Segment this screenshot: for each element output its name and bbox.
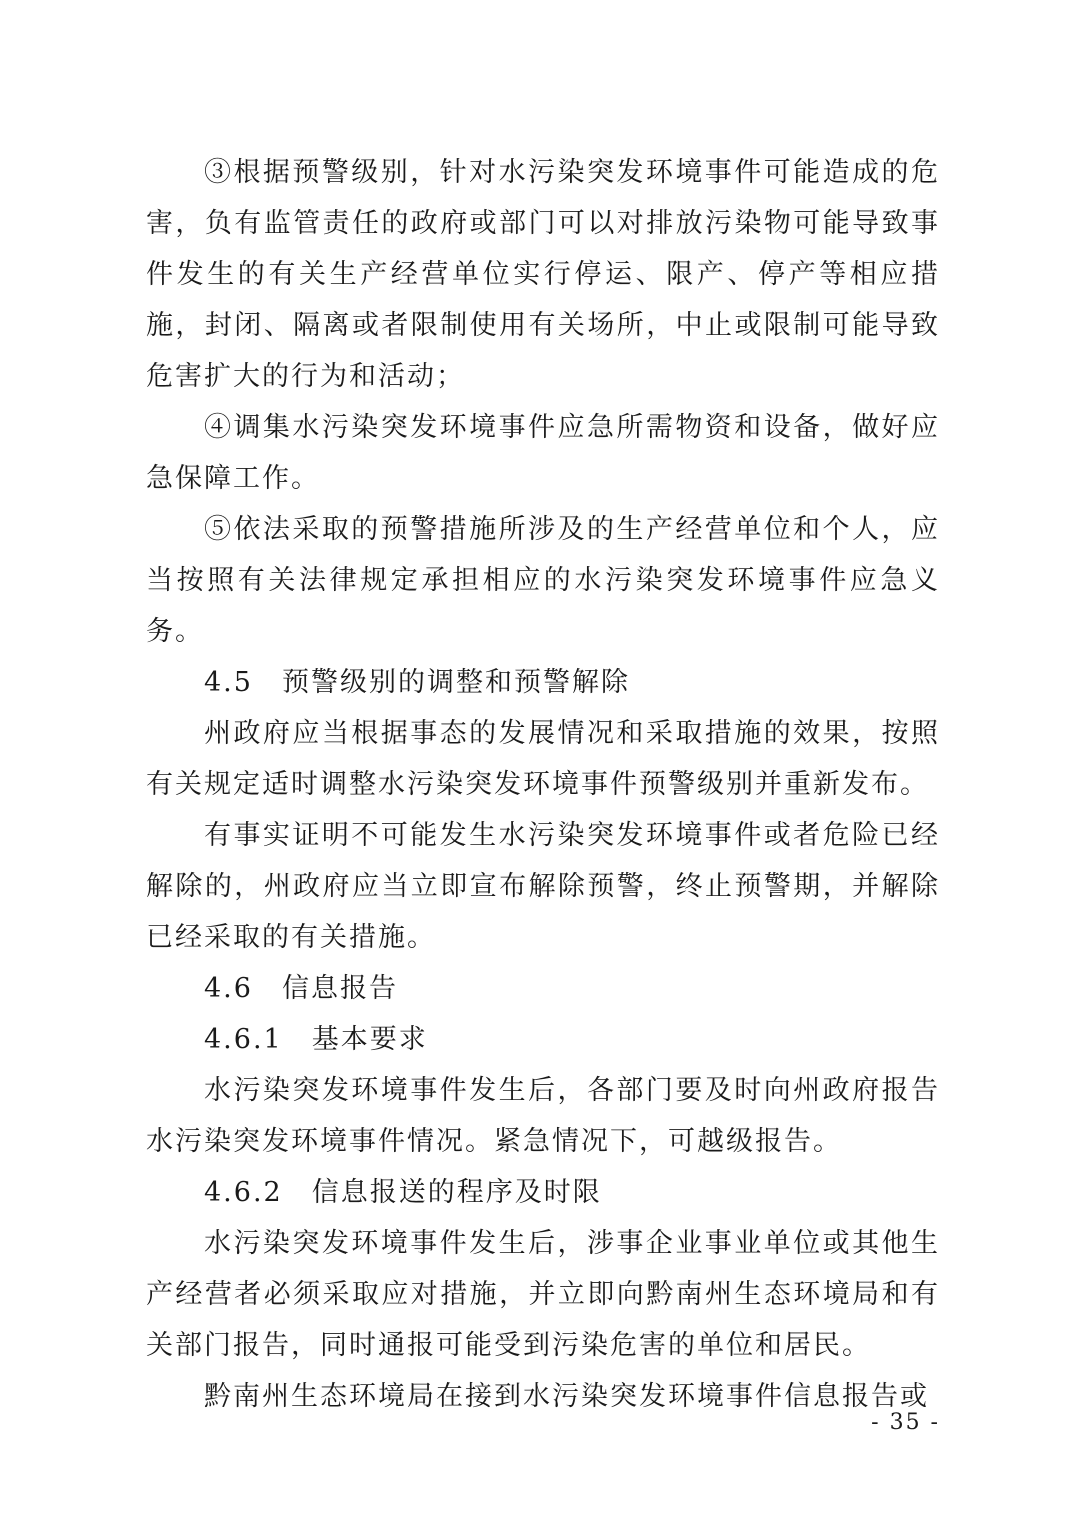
section-heading-4-6: 4.6 信息报告 [204,973,398,1004]
body-text [146,147,940,1422]
paragraph-basic-requirements: 水污染突发环境事件发生后，各部门要及时向州政府报告水污染突发环境事件情况。紧急情况下，可越级报告。 [146,1075,940,1157]
paragraph-adjust-warning: 州政府应当根据事态的发展情况和采取措施的效果，按照有关规定适时调整水污染突发环境事件预警级别并重新发布。 [146,718,940,800]
paragraph-lift-warning: 有事实证明不可能发生水污染突发环境事件或者危险已经解除的，州政府应当立即宣布解除预警，终止预警期，并解除已经采取的有关措施。 [146,820,940,953]
section-heading-4-5: 4.5 预警级别的调整和预警解除 [204,667,630,698]
section-heading-4-6-2: 4.6.2 信息报送的程序及时限 [204,1177,602,1208]
paragraph-measure-3: ③根据预警级别，针对水污染突发环境事件可能造成的危害，负有监管责任的政府或部门可以对排放污染物可能导致事件发生的有关生产经营单位实行停运、限产、停产等相应措施，封闭、隔离或者限制使用有关场所，中止或限制可能导致危害扩大的行为和活动； [146,157,940,392]
paragraph-reporting-procedure: 水污染突发环境事件发生后，涉事企业事业单位或其他生产经营者必须采取应对措施，并立即向黔南州生态环境局和有关部门报告，同时通报可能受到污染危害的单位和居民。 [146,1228,940,1361]
paragraph-bureau-report: 黔南州生态环境局在接到水污染突发环境事件信息报告或 [204,1381,929,1412]
page-number: - 35 - [871,1410,940,1435]
section-heading-4-6-1: 4.6.1 基本要求 [204,1024,428,1055]
paragraph-measure-4: ④调集水污染突发环境事件应急所需物资和设备，做好应急保障工作。 [146,412,940,494]
paragraph-measure-5: ⑤依法采取的预警措施所涉及的生产经营单位和个人，应当按照有关法律规定承担相应的水污染突发环境事件应急义务。 [146,514,940,647]
